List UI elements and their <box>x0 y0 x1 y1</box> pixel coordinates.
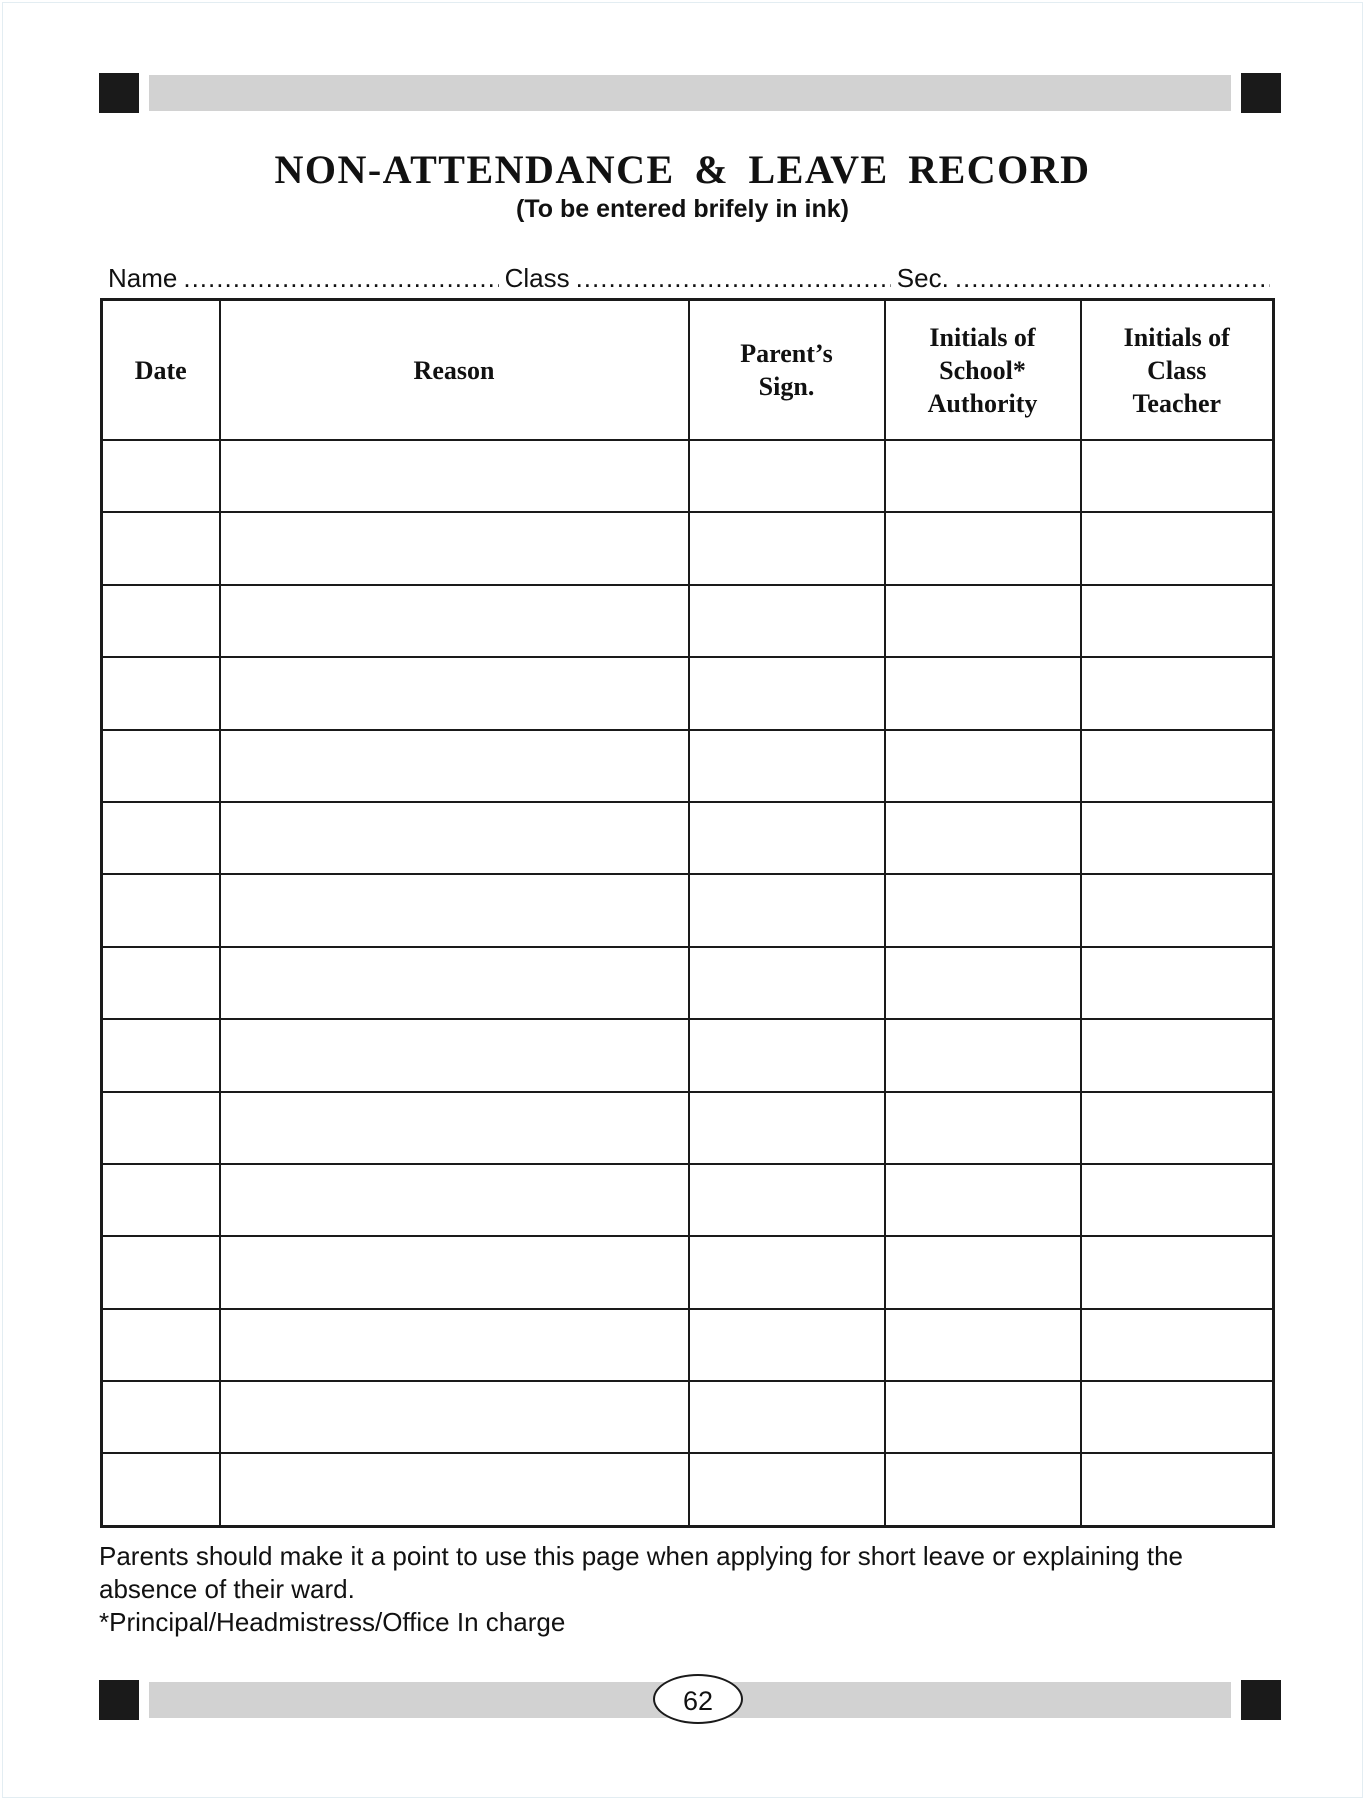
date-cell[interactable] <box>102 585 220 657</box>
parent-sign-cell[interactable] <box>689 1164 885 1236</box>
class-label: Class <box>504 263 570 293</box>
header-reason: Reason <box>220 300 689 441</box>
table-row <box>102 585 1274 657</box>
reason-cell[interactable] <box>220 512 689 584</box>
class-teacher-cell[interactable] <box>1081 1236 1274 1308</box>
parent-sign-cell[interactable] <box>689 730 885 802</box>
header-gray-strip <box>149 75 1231 111</box>
date-cell[interactable] <box>102 1164 220 1236</box>
table-row <box>102 440 1274 512</box>
reason-cell[interactable] <box>220 657 689 729</box>
school-authority-cell[interactable] <box>885 1309 1081 1381</box>
parent-instruction: Parents should make it a point to use this page when applying for short leave or explaining the absence of their ward. <box>99 1541 1184 1604</box>
date-cell[interactable] <box>102 1453 220 1526</box>
school-authority-cell[interactable] <box>885 657 1081 729</box>
table-row <box>102 512 1274 584</box>
reason-cell[interactable] <box>220 802 689 874</box>
leave-record-table <box>100 298 1275 1528</box>
section-field[interactable] <box>955 263 1270 294</box>
parent-sign-cell[interactable] <box>689 512 885 584</box>
header-class-teacher: Initials of Class Teacher <box>1081 300 1274 441</box>
school-authority-cell[interactable] <box>885 512 1081 584</box>
header-parent-sign: Parent’s Sign. <box>689 300 885 441</box>
reason-cell[interactable] <box>220 440 689 512</box>
date-cell[interactable] <box>102 874 220 946</box>
table-row <box>102 1381 1274 1453</box>
school-authority-cell[interactable] <box>885 1019 1081 1091</box>
date-cell[interactable] <box>102 730 220 802</box>
school-authority-cell[interactable] <box>885 874 1081 946</box>
table-row <box>102 730 1274 802</box>
parent-sign-cell[interactable] <box>689 657 885 729</box>
class-teacher-cell[interactable] <box>1081 947 1274 1019</box>
class-teacher-cell[interactable] <box>1081 1309 1274 1381</box>
class-teacher-cell[interactable] <box>1081 1164 1274 1236</box>
class-teacher-cell[interactable] <box>1081 657 1274 729</box>
table-row <box>102 657 1274 729</box>
table-row <box>102 1309 1274 1381</box>
class-teacher-cell[interactable] <box>1081 1453 1274 1526</box>
class-teacher-cell[interactable] <box>1081 1019 1274 1091</box>
date-cell[interactable] <box>102 440 220 512</box>
page-title: NON-ATTENDANCE & LEAVE RECORD <box>274 147 1091 192</box>
name-label: Name <box>108 263 178 293</box>
reason-cell[interactable] <box>220 874 689 946</box>
authority-footnote: *Principal/Headmistress/Office In charge <box>99 1607 566 1637</box>
footer-right-square <box>1241 1680 1281 1720</box>
parent-sign-cell[interactable] <box>689 874 885 946</box>
date-cell[interactable] <box>102 1019 220 1091</box>
class-teacher-cell[interactable] <box>1081 585 1274 657</box>
parent-sign-cell[interactable] <box>689 1092 885 1164</box>
date-cell[interactable] <box>102 512 220 584</box>
reason-cell[interactable] <box>220 730 689 802</box>
table-row <box>102 1164 1274 1236</box>
parent-sign-cell[interactable] <box>689 1453 885 1526</box>
table-row <box>102 1092 1274 1164</box>
parent-sign-cell[interactable] <box>689 585 885 657</box>
table-row <box>102 1019 1274 1091</box>
class-teacher-cell[interactable] <box>1081 1092 1274 1164</box>
name-field[interactable] <box>183 263 498 294</box>
date-cell[interactable] <box>102 947 220 1019</box>
table-row <box>102 947 1274 1019</box>
page-subtitle: (To be entered brifely in ink) <box>516 195 849 223</box>
parent-sign-cell[interactable] <box>689 802 885 874</box>
header-decor-band <box>99 73 1281 113</box>
reason-cell[interactable] <box>220 585 689 657</box>
notes-section <box>99 1540 1279 1639</box>
parent-sign-cell[interactable] <box>689 440 885 512</box>
table-row <box>102 1236 1274 1308</box>
school-authority-cell[interactable] <box>885 802 1081 874</box>
reason-cell[interactable] <box>220 1236 689 1308</box>
date-cell[interactable] <box>102 802 220 874</box>
table-header-row <box>102 300 1274 441</box>
parent-sign-cell[interactable] <box>689 1381 885 1453</box>
class-teacher-cell[interactable] <box>1081 440 1274 512</box>
reason-cell[interactable] <box>220 1164 689 1236</box>
parent-sign-cell[interactable] <box>689 1236 885 1308</box>
class-teacher-cell[interactable] <box>1081 730 1274 802</box>
page-number-badge: 62 <box>653 1674 743 1724</box>
parent-sign-cell[interactable] <box>689 947 885 1019</box>
school-authority-cell[interactable] <box>885 947 1081 1019</box>
date-cell[interactable] <box>102 657 220 729</box>
parent-sign-cell[interactable] <box>689 1019 885 1091</box>
reason-cell[interactable] <box>220 947 689 1019</box>
parent-sign-cell[interactable] <box>689 1309 885 1381</box>
table-row <box>102 874 1274 946</box>
date-cell[interactable] <box>102 1381 220 1453</box>
table-body <box>102 440 1274 1527</box>
student-info-row <box>108 262 1276 294</box>
header-right-square <box>1241 73 1281 113</box>
school-authority-cell[interactable] <box>885 1236 1081 1308</box>
date-cell[interactable] <box>102 1092 220 1164</box>
class-teacher-cell[interactable] <box>1081 874 1274 946</box>
class-field[interactable] <box>576 263 891 294</box>
school-authority-cell[interactable] <box>885 1164 1081 1236</box>
reason-cell[interactable] <box>220 1019 689 1091</box>
reason-cell[interactable] <box>220 1453 689 1526</box>
school-authority-cell[interactable] <box>885 1453 1081 1526</box>
table-row <box>102 1453 1274 1526</box>
class-teacher-cell[interactable] <box>1081 802 1274 874</box>
header-school-authority: Initials of School* Authority <box>885 300 1081 441</box>
reason-cell[interactable] <box>220 1309 689 1381</box>
reason-cell[interactable] <box>220 1092 689 1164</box>
class-teacher-cell[interactable] <box>1081 1381 1274 1453</box>
school-authority-cell[interactable] <box>885 730 1081 802</box>
footer-left-square <box>99 1680 139 1720</box>
class-teacher-cell[interactable] <box>1081 512 1274 584</box>
header-left-square <box>99 73 139 113</box>
header-date: Date <box>102 300 220 441</box>
school-authority-cell[interactable] <box>885 1381 1081 1453</box>
table-row <box>102 802 1274 874</box>
date-cell[interactable] <box>102 1236 220 1308</box>
reason-cell[interactable] <box>220 1381 689 1453</box>
date-cell[interactable] <box>102 1309 220 1381</box>
school-authority-cell[interactable] <box>885 440 1081 512</box>
school-authority-cell[interactable] <box>885 585 1081 657</box>
section-label: Sec. <box>896 263 949 293</box>
school-authority-cell[interactable] <box>885 1092 1081 1164</box>
